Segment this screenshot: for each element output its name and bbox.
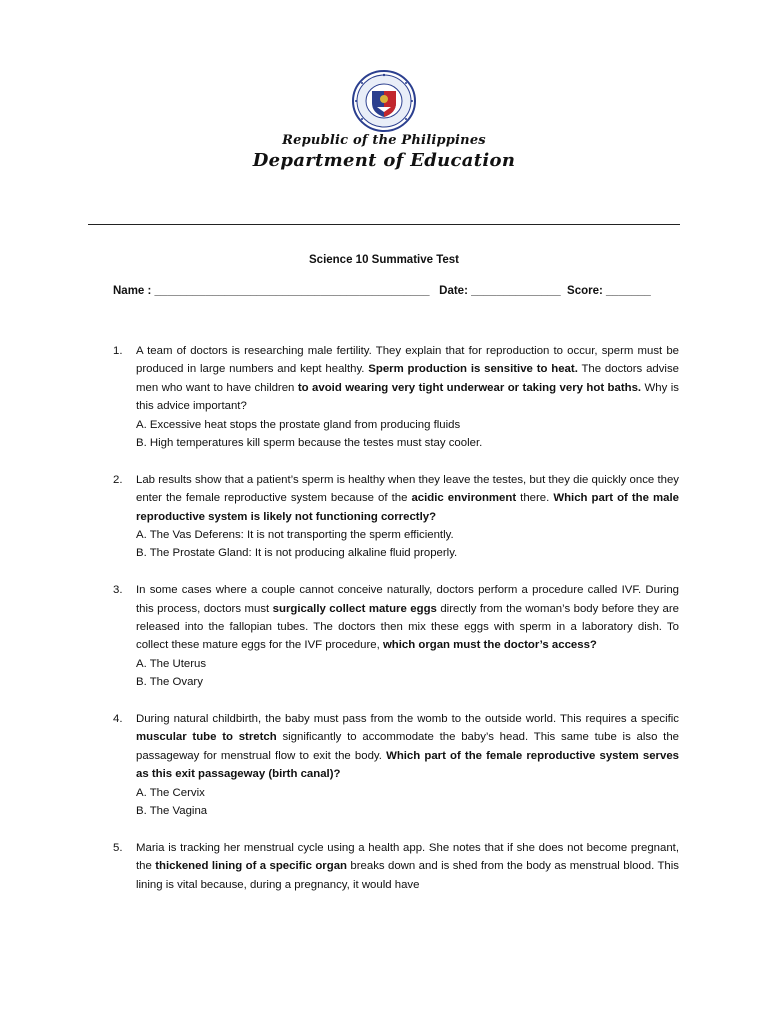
question-text	[136, 710, 679, 784]
question-text	[136, 581, 679, 655]
question-number: 3.	[113, 584, 123, 597]
question-number: 1.	[113, 345, 123, 357]
question-emphasis: Which part of the male reproductive system is likely not functioning correctly?	[136, 492, 679, 523]
score-field[interactable]: Score: _______	[567, 285, 651, 297]
question-item	[113, 839, 679, 894]
question-segment: In some cases where a couple cannot conceive naturally, doctors perform a procedure called IVF. During this process, doctors must	[136, 584, 679, 615]
deped-seal-logo	[344, 69, 424, 133]
question-item	[113, 471, 679, 563]
republic-heading: Republic of the Philippines	[282, 133, 486, 148]
question-segment: During natural childbirth, the baby must pass from the womb to the outside world. This requires a specific	[136, 713, 679, 726]
question-segment: Maria is tracking her menstrual cycle using a health app. She notes that if she does not become pregnant, the	[136, 841, 679, 873]
student-info-line	[113, 285, 678, 297]
question-emphasis: to avoid wearing very tight underwear or taking very hot baths.	[297, 381, 642, 394]
question-segment: Why is this advice important?	[136, 381, 679, 413]
question-item	[113, 342, 679, 452]
question-text	[136, 342, 679, 416]
question-segment: breaks down and is shed from the body as menstrual blood. This lining is vital because, during a pregnancy, it would have	[136, 860, 679, 891]
answer-option[interactable]: A. The Uterus	[136, 657, 207, 670]
answer-option[interactable]: B. The Vagina	[136, 805, 208, 818]
answer-option[interactable]: B. The Ovary	[136, 676, 203, 689]
test-title: Science 10 Summative Test	[309, 254, 459, 266]
question-number: 5.	[113, 841, 123, 854]
date-field[interactable]: Date: ______________	[439, 285, 561, 297]
answer-option[interactable]: A. Excessive heat stops the prostate gland from producing fluids	[136, 418, 461, 431]
question-segment: The doctors advise men who want to have children	[136, 363, 679, 394]
question-emphasis: thickened lining of a specific organ	[155, 860, 347, 873]
question-number: 4.	[113, 713, 123, 726]
question-segment: Lab results show that a patient’s sperm is healthy when they leave the testes, but they die quickly once they enter the female reproductive system because of the	[136, 473, 679, 505]
department-heading: Department of Education	[252, 150, 516, 171]
question-item	[113, 581, 679, 691]
answer-option[interactable]: A. The Vas Deferens: It is not transporting the sperm efficiently.	[136, 529, 454, 542]
header-divider	[88, 224, 680, 225]
name-field[interactable]: Name : ___________________________________________	[113, 285, 430, 297]
question-emphasis: which organ must the doctor’s access?	[382, 639, 597, 652]
answer-option[interactable]: A. The Cervix	[136, 786, 205, 799]
question-emphasis: Sperm production is sensitive to heat.	[368, 363, 578, 376]
answer-option[interactable]: B. High temperatures kill sperm because the testes must stay cooler.	[136, 437, 483, 450]
question-segment: there.	[516, 492, 554, 505]
question-segment: A team of doctors is researching male fertility. They explain that for reproduction to occur, sperm must be produced in large numbers and kept healthy.	[136, 345, 679, 376]
question-emphasis: Which part of the female reproductive system serves as this exit passageway (birth canal)?	[136, 749, 679, 781]
answer-option[interactable]: B. The Prostate Gland: It is not producing alkaline fluid properly.	[136, 547, 458, 560]
question-emphasis: muscular tube to stretch	[136, 731, 277, 744]
question-item	[113, 710, 679, 820]
question-emphasis: acidic environment	[411, 492, 517, 505]
question-text	[136, 839, 679, 894]
question-list	[113, 342, 679, 913]
question-number: 2.	[113, 473, 123, 486]
question-text	[136, 471, 679, 526]
question-emphasis: surgically collect mature eggs	[272, 602, 437, 615]
question-segment: significantly to accommodate the baby’s head. This same tube is also the passageway for menstrual flow to exit the body.	[136, 731, 679, 762]
question-segment: directly from the woman’s body before they are released into the fallopian tubes. The doctors then mix these eggs with sperm in a laboratory dish. To collect these mature eggs for the IVF procedure,	[136, 602, 679, 652]
